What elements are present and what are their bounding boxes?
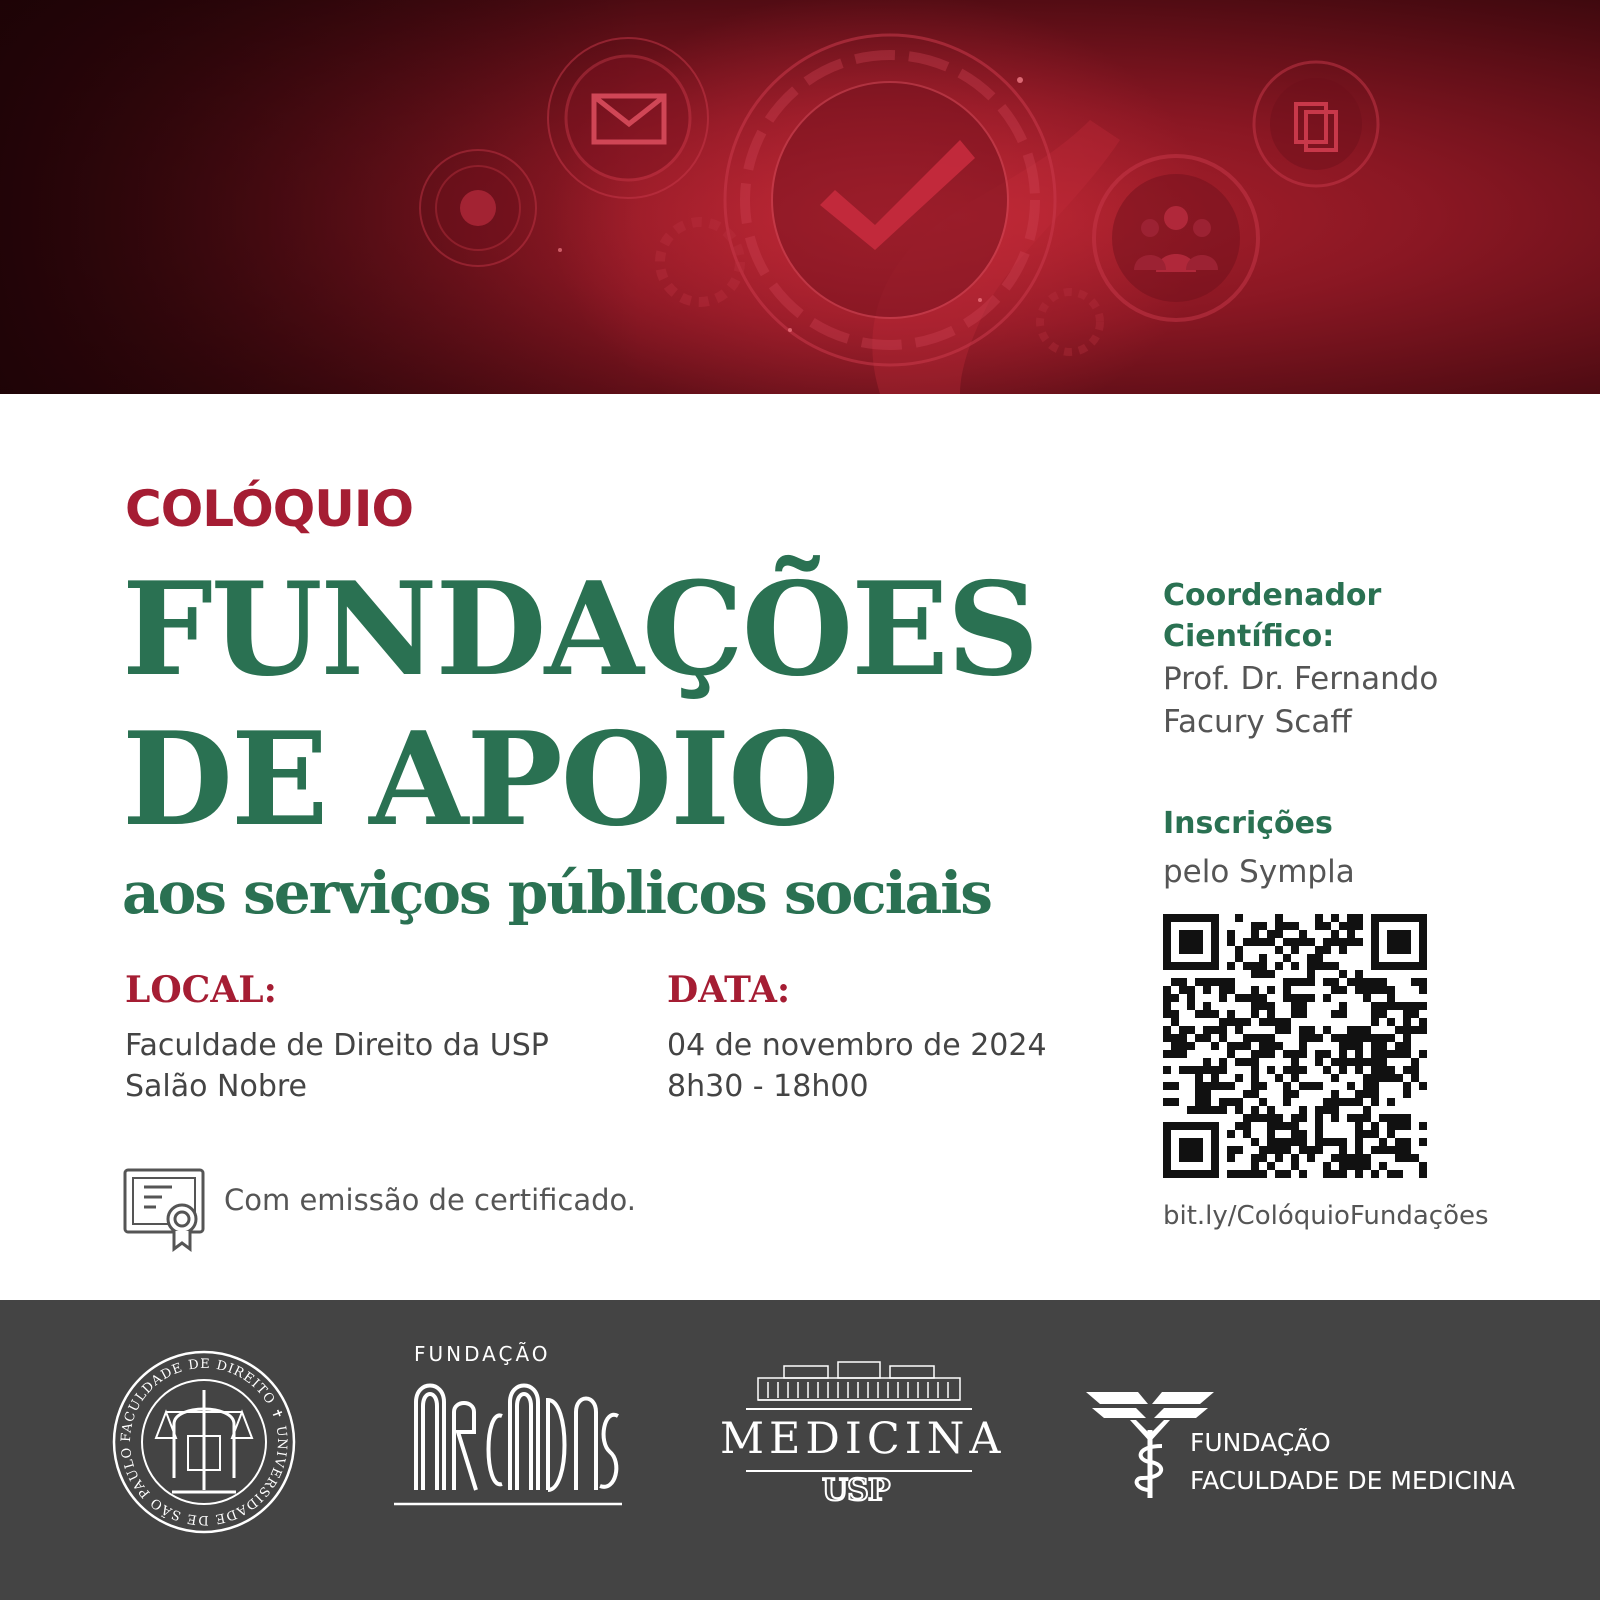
- local-line2: Salão Nobre: [125, 1069, 308, 1104]
- hero-banner: [0, 0, 1600, 394]
- certificate-icon: [122, 1167, 208, 1257]
- event-kicker: COLÓQUIO: [125, 480, 413, 538]
- coordinator-label-line2: Científico:: [1163, 619, 1335, 654]
- registration-via: pelo Sympla: [1163, 854, 1355, 890]
- event-subtitle: aos serviços públicos sociais: [122, 859, 991, 927]
- document-icon: [1254, 62, 1378, 186]
- fundacao-arcadas-logo: [392, 1338, 624, 1528]
- people-icon: [1094, 156, 1258, 320]
- globe-icon: [420, 150, 536, 266]
- coordinator-name-line2: Facury Scaff: [1163, 704, 1352, 740]
- event-title-line2: DE APOIO: [122, 705, 838, 855]
- date-line1: 04 de novembro de 2024: [667, 1028, 1047, 1063]
- local-label: LOCAL:: [125, 969, 277, 1011]
- medicina-rule-bottom: [746, 1470, 972, 1472]
- coordinator-label-line1: Coordenador: [1163, 578, 1382, 613]
- ffm-logo: [1086, 1390, 1515, 1520]
- mail-icon: [548, 38, 708, 198]
- svg-text:FACULDADE DE DIREITO ✝ UNIVERS: FACULDADE DE DIREITO ✝ UNIVERSIDADE DE SÃO PAULO: [118, 1356, 290, 1528]
- time-line: 8h30 - 18h00: [667, 1069, 869, 1104]
- arcadas-top-text: FUNDAÇÃO: [414, 1342, 551, 1366]
- footer-logos-bar: [0, 1300, 1600, 1600]
- registration-qr-code[interactable]: [1163, 914, 1427, 1178]
- usp-wordmark: USP: [822, 1473, 890, 1508]
- registration-label: Inscrições: [1163, 806, 1333, 841]
- certificate-text: Com emissão de certificado.: [224, 1183, 637, 1217]
- ffm-line1: FUNDAÇÃO: [1190, 1428, 1331, 1457]
- faculty-building-icon: [754, 1358, 964, 1404]
- ffm-line2: FACULDADE DE MEDICINA: [1190, 1466, 1515, 1495]
- medicina-wordmark: MEDICINA: [720, 1414, 1006, 1464]
- date-label: DATA:: [667, 969, 791, 1011]
- local-line1: Faculdade de Direito da USP: [125, 1028, 549, 1063]
- fd-usp-seal-logo: [112, 1350, 296, 1538]
- arcadas-wordmark-icon: [392, 1372, 624, 1522]
- coordinator-name-line1: Prof. Dr. Fernando: [1163, 661, 1439, 697]
- hero-illustration: [0, 0, 1600, 394]
- medicina-rule-top: [746, 1408, 972, 1410]
- event-title-line1: FUNDAÇÕES: [122, 555, 1038, 705]
- registration-link[interactable]: bit.ly/ColóquioFundações: [1163, 1201, 1489, 1231]
- medicina-usp-logo: [714, 1358, 1004, 1533]
